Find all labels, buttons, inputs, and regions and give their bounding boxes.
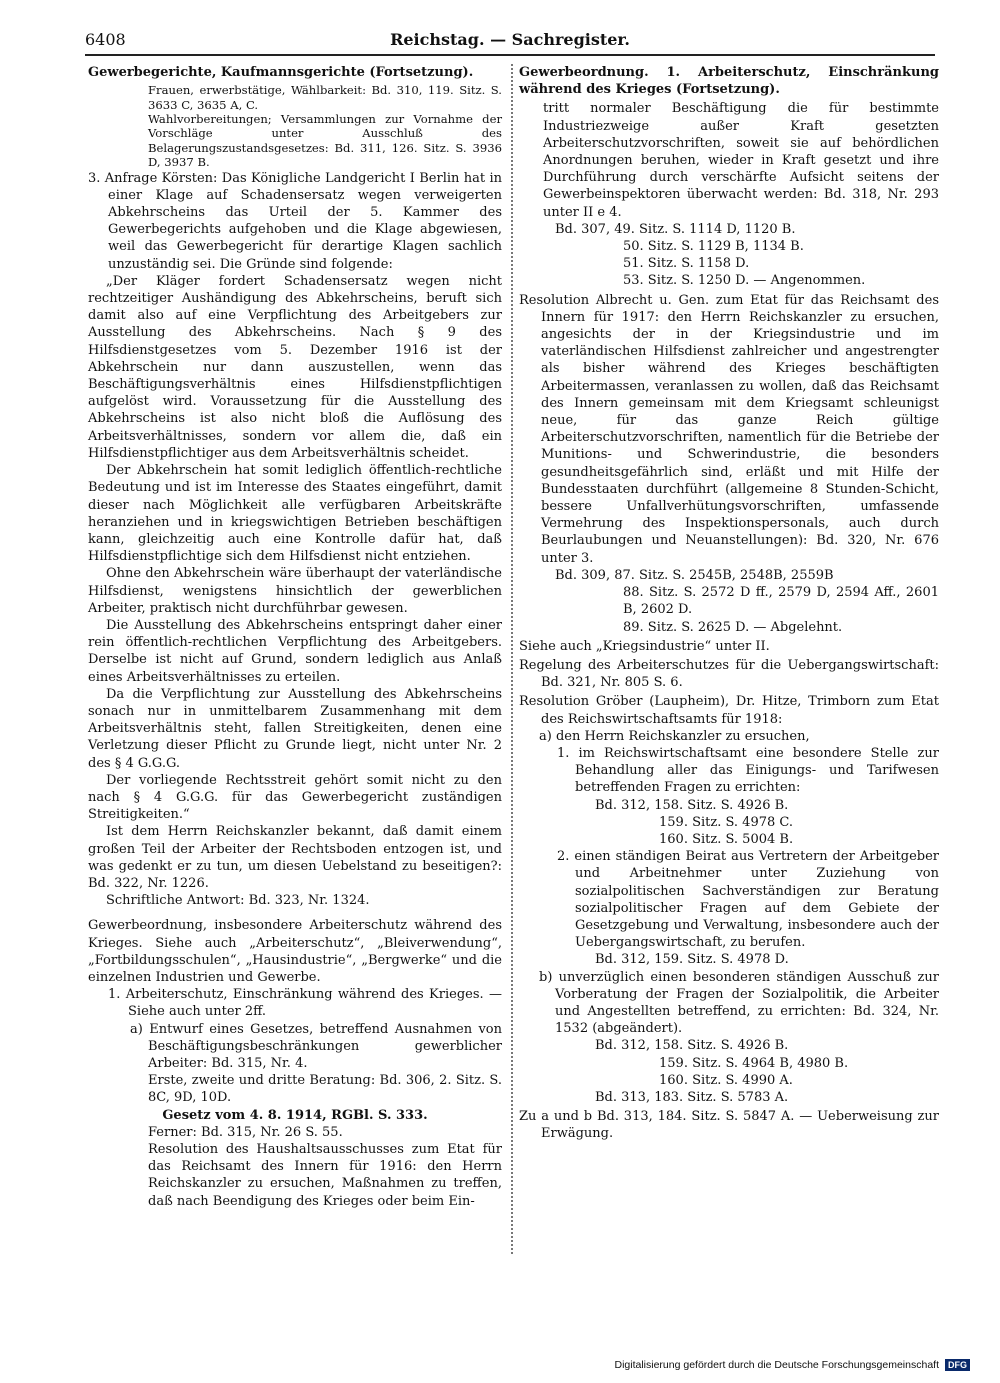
right-paragraph: 88. Sitz. S. 2572 D ff., 2579 D, 2594 Aff., 2601 B, 2602 D. (623, 585, 939, 618)
column-divider (511, 64, 513, 1254)
right-paragraph: a) den Herrn Reichskanzler zu ersuchen, (539, 728, 810, 744)
right-paragraph: tritt normaler Beschäftigung die für bestimmte Industriezweige außer Kraft gesetzten Arbeiterschutzvorschriften, soweit sie auf behördlichen Anordnungen beruhen, wieder in Kraft gesetzt und ihre Durchführung durch verschärfte Aufsicht seitens der Gewerbeinspektoren überwacht werden: Bd. 318, Nr. 293 unter II e 4. (543, 101, 939, 220)
right-paragraph: Gewerbeordnung. 1. Arbeiterschutz, Einschränkung während des Krieges (Fortsetzung). (519, 65, 939, 98)
left-paragraph: 1. Arbeiterschutz, Einschränkung während des Krieges. — Siehe auch unter 2ff. (108, 987, 502, 1020)
right-paragraph: Bd. 309, 87. Sitz. S. 2545B, 2548B, 2559B (555, 567, 834, 583)
left-paragraph: Der Abkehrschein hat somit lediglich öffentlich-rechtliche Bedeutung und ist im Interesse des Staates eingeführt, damit dieser nach Möglichkeit alle verfügbaren Arbeitskräfte heranziehen und in kriegswichtigen Betrieben beschäftigen kann, gleichzeitig auch eine Kontrolle dafür hat, daß Hilfsdienstpflichtige sich dem Hilfsdienst nicht entziehen. (88, 463, 502, 565)
right-paragraph: 2. einen ständigen Beirat aus Vertretern der Arbeitgeber und Arbeitnehmer unter Zuziehung von sozialpolitischen Sachverständigen zur Beratung sozialpolitischer Fragen auf dem Gebiete der Gesetzgebung und Verwaltung, insbesondere auch der Uebergangswirtschaft, zu berufen. (557, 849, 939, 951)
left-paragraph: Ferner: Bd. 315, Nr. 26 S. 55. (148, 1124, 343, 1140)
left-paragraph: Der vorliegende Rechtsstreit gehört somit nicht zu den nach § 4 G.G.G. für das Gewerbegericht zuständigen Streitigkeiten.“ (88, 772, 502, 823)
right-column (519, 64, 939, 1143)
left-paragraph: Da die Verpflichtung zur Ausstellung des Abkehrscheins sonach nur in unmittelbarem Zusammenhang mit dem Arbeitsverhältnis steht, fallen Streitigkeiten, denen eine Verletzung dieser Pflicht zu Grunde liegt, nicht unter Nr. 2 des § 4 G.G.G. (88, 686, 502, 771)
right-paragraph: Bd. 307, 49. Sitz. S. 1114 D, 1120 B. (555, 221, 796, 237)
left-paragraph: a) Entwurf eines Gesetzes, betreffend Ausnahmen von Beschäftigungsbeschränkungen gewerblicher Arbeiter: Bd. 315, Nr. 4. (130, 1021, 502, 1071)
page-number: 6408 (85, 30, 126, 49)
left-paragraph: „Der Kläger fordert Schadensersatz wegen nicht rechtzeitiger Aushändigung des Abkehrscheins, beruft sich damit also auf eine Verpflichtung des Arbeitgebers zur Ausstellung des Abkehrscheins. Nach § 9 des Hilfsdienstgesetzes vom 5. Dezember 1916 ist der Abkehrschein nur dann auszustellen, wenn das Beschäftigungsverhältnis eines Hilfsdienstpflichtigen aufgelöst wird. Voraussetzung für die Ausstellung des Abkehrscheins ist also nicht bloß die Auflösung des Arbeitsverhältnisses, sondern vor allem die, daß ein Hilfsdienstpflichtiger aus dem Arbeitsverhältnis scheidet. (88, 273, 502, 461)
footer-text: Digitalisierung gefördert durch die Deutsche Forschungsgemeinschaft (614, 1359, 939, 1371)
right-paragraph: 51. Sitz. S. 1158 D. (623, 256, 750, 272)
left-paragraph: Ohne den Abkehrschein wäre überhaupt der vaterländische Hilfsdienst, wenigstens hinsichtlich der gewerblichen Arbeiter, praktisch nicht durchführbar gewesen. (88, 566, 502, 616)
dfg-logo: DFG (945, 1359, 970, 1371)
right-paragraph: Resolution Albrecht u. Gen. zum Etat für das Reichsamt des Innern für 1917: den Herrn Reichskanzler zu ersuchen, angesichts der in der Kriegsindustrie und im vaterländischen Hilfsdienst zahlreicher und angestrengter als bisher während des Krieges beschäftigten Arbeitermassen, veranlassen zu wollen, daß das Reichsamt des Innern gemeinsam mit dem Kriegsamt schleunigst neue, für das ganze Reich gültige Arbeiterschutzvorschriften, namentlich für die Betriebe der Munitions- und Schwerindustrie, die besonders gesundheitsgefährlich sind, erläßt und mit Hilfe der Bundesstaaten durchführt (allgemeine 8 Stunden-Schicht, bessere Unfallverhütungsvorschriften, umfassende Vermehrung des Inspektionspersonals, auch durch Beurlaubungen und Neuanstellungen): Bd. 320, Nr. 676 unter 3. (519, 292, 939, 566)
right-paragraph: Regelung des Arbeiterschutzes für die Uebergangswirtschaft: Bd. 321, Nr. 805 S. 6. (519, 657, 939, 691)
right-paragraph: 50. Sitz. S. 1129 B, 1134 B. (623, 239, 804, 255)
right-paragraph: 89. Sitz. S. 2625 D. — Abgelehnt. (623, 619, 843, 635)
right-paragraph: Siehe auch „Kriegsindustrie“ unter II. (519, 638, 770, 654)
left-paragraph: Gewerbeordnung, insbesondere Arbeiterschutz während des Krieges. Siehe auch „Arbeiterschutz“, „Bleiverwendung“, „Fortbildungsschulen“, „Hausindustrie“, „Bergwerke“ und die einzelnen Industrien und Gewerbe. (88, 918, 502, 985)
footer-credit (614, 1359, 970, 1371)
left-paragraph: Schriftliche Antwort: Bd. 323, Nr. 1324. (106, 893, 370, 909)
right-paragraph: Resolution Gröber (Laupheim), Dr. Hitze, Trimborn zum Etat des Reichswirtschaftsamts für 1918: (519, 694, 939, 727)
right-paragraph: 1. im Reichswirtschaftsamt eine besondere Stelle zur Behandlung aller das Einigungs- und Tarifwesen betreffenden Fragen zu errichten: (557, 745, 939, 796)
right-paragraph: Bd. 312, 158. Sitz. S. 4926 B. (595, 797, 789, 813)
right-paragraph: b) unverzüglich einen besonderen ständigen Ausschuß zur Vorberatung der Fragen der Sozialpolitik, die Arbeiter und Angestellten betreffend, zu errichten: Bd. 324, Nr. 1532 (abgeändert). (539, 969, 939, 1037)
left-paragraph: Resolution des Haushaltsausschusses zum Etat für das Reichsamt des Innern für 1916: den Herrn Reichskanzler zu ersuchen, Maßnahmen zu treffen, daß nach Beendigung des Krieges oder beim Ein- (148, 1142, 502, 1209)
left-paragraph: Gesetz vom 4. 8. 1914, RGBl. S. 333. (162, 1107, 428, 1123)
right-paragraph: Bd. 312, 159. Sitz. S. 4978 D. (595, 952, 789, 968)
left-paragraph: Gewerbegerichte, Kaufmannsgerichte (Fortsetzung). (88, 65, 474, 80)
left-paragraph: Erste, zweite und dritte Beratung: Bd. 306, 2. Sitz. S. 8C, 9D, 10D. (148, 1073, 502, 1106)
left-paragraph: Ist dem Herrn Reichskanzler bekannt, daß damit einem großen Teil der Arbeiter der Rechtsboden entzogen ist, und was gedenkt er zu tun, um diesen Uebelstand zu beseitigen?: Bd. 322, Nr. 1226. (88, 824, 502, 891)
page-header (85, 30, 935, 56)
running-title: Reichstag. — Sachregister. (390, 30, 630, 49)
right-paragraph: 53. Sitz. S. 1250 D. — Angenommen. (623, 273, 866, 289)
left-column (88, 64, 502, 1210)
left-paragraph: Die Ausstellung des Abkehrscheins entspringt daher einer rein öffentlich-rechtlichen Verpflichtung des Arbeitgebers. Derselbe ist nicht auf Grund, sondern lediglich aus Anlaß eines Arbeitsverhältnisses zu erteilen. (88, 617, 502, 685)
right-paragraph: 159. Sitz. S. 4978 C. (659, 814, 794, 830)
right-paragraph: 160. Sitz. S. 5004 B. (659, 831, 794, 847)
left-paragraph: Frauen, erwerbstätige, Wählbarkeit: Bd. 310, 119. Sitz. S. 3633 C, 3635 A, C. (148, 83, 502, 112)
right-paragraph: Bd. 312, 158. Sitz. S. 4926 B. (595, 1038, 789, 1054)
left-paragraph: 3. Anfrage Körsten: Das Königliche Landgericht I Berlin hat in einer Klage auf Schadensersatz wegen verweigerten Abkehrscheins das Urteil der 5. Kammer des Gewerbegerichts aufgehoben und die Klage abgewiesen, weil das Gewerbegericht für derartige Klagen sachlich unzuständig sei. Die Gründe sind folgende: (88, 170, 502, 272)
right-paragraph: Bd. 313, 183. Sitz. S. 5783 A. (595, 1089, 789, 1105)
left-paragraph: Wahlvorbereitungen; Versammlungen zur Vornahme der Vorschläge unter Ausschluß des Belagerungszustandsgesetzes: Bd. 311, 126. Sitz. S. 3936 D, 3937 B. (148, 112, 502, 170)
right-paragraph: 160. Sitz. S. 4990 A. (659, 1072, 793, 1088)
right-paragraph: Zu a und b Bd. 313, 184. Sitz. S. 5847 A. — Ueberweisung zur Erwägung. (519, 1109, 939, 1142)
right-paragraph: 159. Sitz. S. 4964 B, 4980 B. (659, 1055, 849, 1071)
